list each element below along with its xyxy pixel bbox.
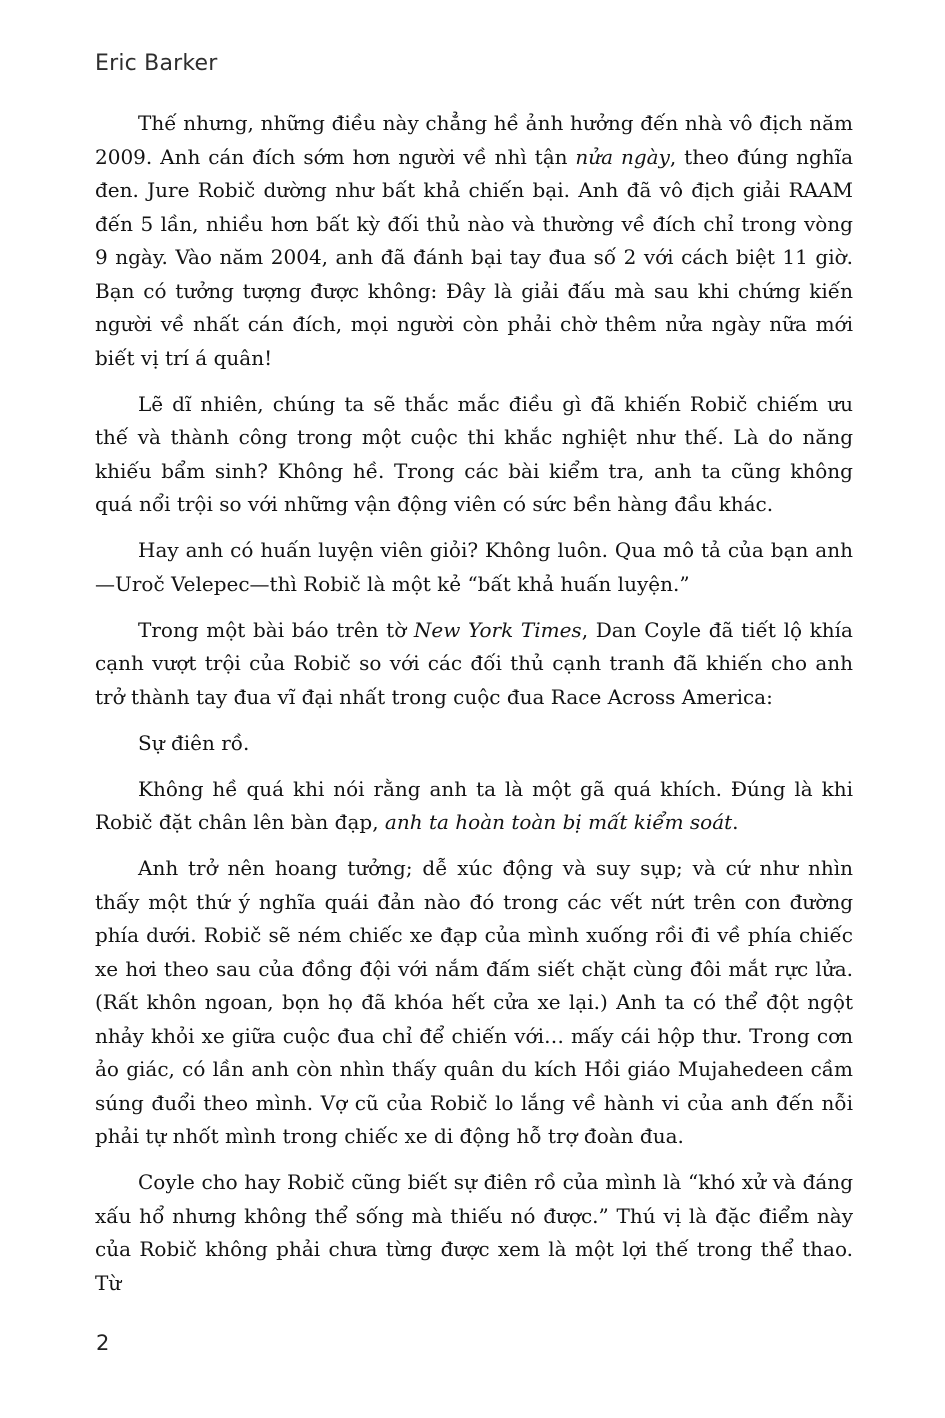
paragraph-8 [95, 1166, 853, 1300]
paragraph-4 [95, 614, 853, 715]
text-run: Coyle cho hay Robič cũng biết sự điên rồ của mình là “khó xử và đáng xấu hổ nhưng không thể sống mà thiếu nó được.” Thú vị là đặc điểm này của Robič không phải chưa từng được xem là một lợi thế trong thể thao. Từ [95, 1170, 853, 1295]
text-run: , Dan Coyle đã tiết lộ khía cạnh vượt trội của Robič so với các đối thủ cạnh tranh đã khiến cho anh trở thành tay đua vĩ đại nhất trong cuộc đua Race Across America: [95, 617, 853, 709]
text-run: Trong một bài báo trên tờ [138, 617, 414, 642]
paragraph-5 [95, 727, 853, 761]
text-run: Anh trở nên hoang tưởng; dễ xúc động và suy sụp; và cứ như nhìn thấy một thứ ý nghĩa quái đản nào đó trong các vết nứt trên con đường phía dưới. Robič sẽ ném chiếc xe đạp của mình xuống rồi đi về phía chiếc xe hơi theo sau của đồng đội với nắm đấm siết chặt cùng đôi mắt rực lửa. (Rất khôn ngoan, bọn họ đã khóa hết cửa xe lại.) Anh ta có thể đột ngột nhảy khỏi xe giữa cuộc đua chỉ để chiến với… mấy cái hộp thư. Trong cơn ảo giác, có lần anh còn nhìn thấy quân du kích Hồi giáo Mujahedeen cầm súng đuổi theo mình. Vợ cũ của Robič lo lắng về hành vi của anh đến nỗi phải tự nhốt mình trong chiếc xe di động hỗ trợ đoàn đua. [95, 856, 853, 1148]
text-run-italic: New York Times [413, 617, 582, 642]
text-run-italic: nửa ngày [575, 144, 670, 169]
running-header-author: Eric Barker [95, 51, 218, 76]
text-run: Hay anh có huấn luyện viên giỏi? Không luôn. Qua mô tả của bạn anh—Uroč Velepec—thì Robič là một kẻ “bất khả huấn luyện.” [95, 538, 853, 596]
text-run: , theo đúng nghĩa đen. Jure Robič dường như bất khả chiến bại. Anh đã vô địch giải RAAM đến 5 lần, nhiều hơn bất kỳ đối thủ nào và thường về đích chỉ trong vòng 9 ngày. Vào năm 2004, anh đã đánh bại tay đua số 2 với cách biệt 11 giờ. Bạn có tưởng tượng được không: Đây là giải đấu mà sau khi chứng kiến người về nhất cán đích, mọi người còn phải chờ thêm nửa ngày nữa mới biết vị trí á quân! [95, 144, 854, 370]
page-number: 2 [96, 1331, 110, 1355]
paragraph-2 [95, 388, 853, 522]
text-run: Lẽ dĩ nhiên, chúng ta sẽ thắc mắc điều gì đã khiến Robič chiếm ưu thế và thành công trong một cuộc thi khắc nghiệt như thế. Là do năng khiếu bẩm sinh? Không hề. Trong các bài kiểm tra, anh ta cũng không quá nổi trội so với những vận động viên có sức bền hàng đầu khác. [95, 391, 853, 516]
text-run: Thế nhưng, những điều này chẳng hề ảnh hưởng đến nhà vô địch năm 2009. Anh cán đích sớm hơn người về nhì tận [95, 111, 853, 169]
paragraph-6 [95, 773, 853, 840]
paragraph-3 [95, 534, 853, 601]
text-run: Sự điên rồ. [138, 730, 250, 755]
paragraph-1 [95, 107, 853, 375]
text-run: Không hề quá khi nói rằng anh ta là một gã quá khích. Đúng là khi Robič đặt chân lên bàn đạp, [95, 776, 853, 834]
text-run-italic: anh ta hoàn toàn bị mất kiểm soát [384, 810, 733, 834]
text-run: . [732, 810, 739, 834]
paragraph-7 [95, 852, 853, 1154]
page-body [95, 107, 853, 1313]
